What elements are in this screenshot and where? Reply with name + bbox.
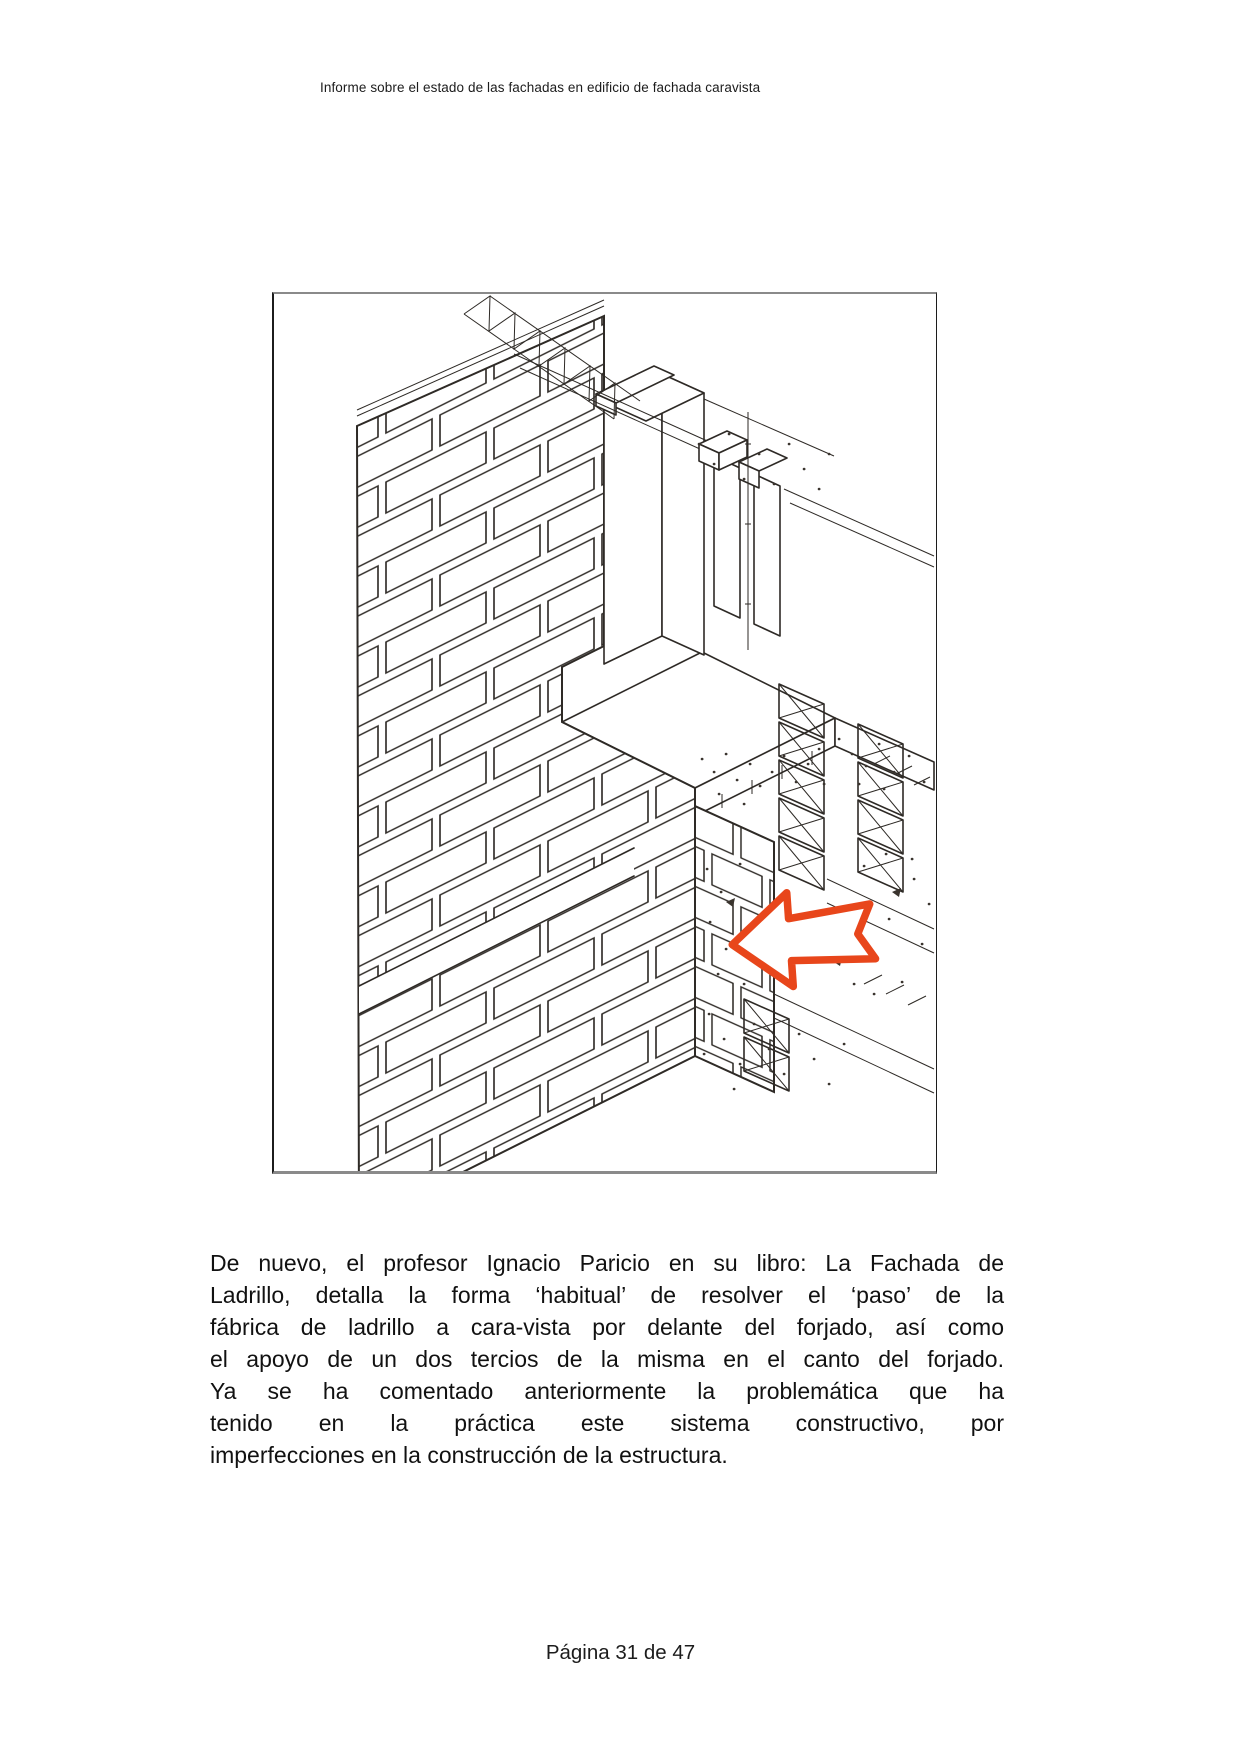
page-number-footer: Página 31 de 47 [545, 1641, 696, 1664]
document-header-title: Informe sobre el estado de las fachadas en edificio de fachada caravista [320, 80, 761, 95]
body-paragraph [210, 1247, 1004, 1471]
upper-wall-corner [596, 366, 704, 664]
paragraph-line: imperfecciones en la construcción de la estructura. [210, 1442, 728, 1468]
figure-construction-detail [272, 292, 937, 1174]
paragraph-line: tenido en la práctica este sistema constructivo, por [210, 1410, 1004, 1436]
paragraph-line: De nuevo, el profesor Ignacio Paricio en su libro: La Fachada de [210, 1250, 1004, 1276]
paragraph-line: el apoyo de un dos tercios de la misma en el canto del forjado. [210, 1346, 1004, 1372]
top-right-posts [699, 431, 787, 636]
paragraph-line: fábrica de ladrillo a cara-vista por delante del forjado, así como [210, 1314, 1004, 1340]
paragraph-line: Ladrillo, detalla la forma ‘habitual’ de resolver el ‘paso’ de la [210, 1282, 1004, 1308]
paragraph-line: Ya se ha comentado anteriormente la problemática que ha [210, 1378, 1004, 1404]
brick-facade-axonometric-drawing [274, 294, 935, 1171]
